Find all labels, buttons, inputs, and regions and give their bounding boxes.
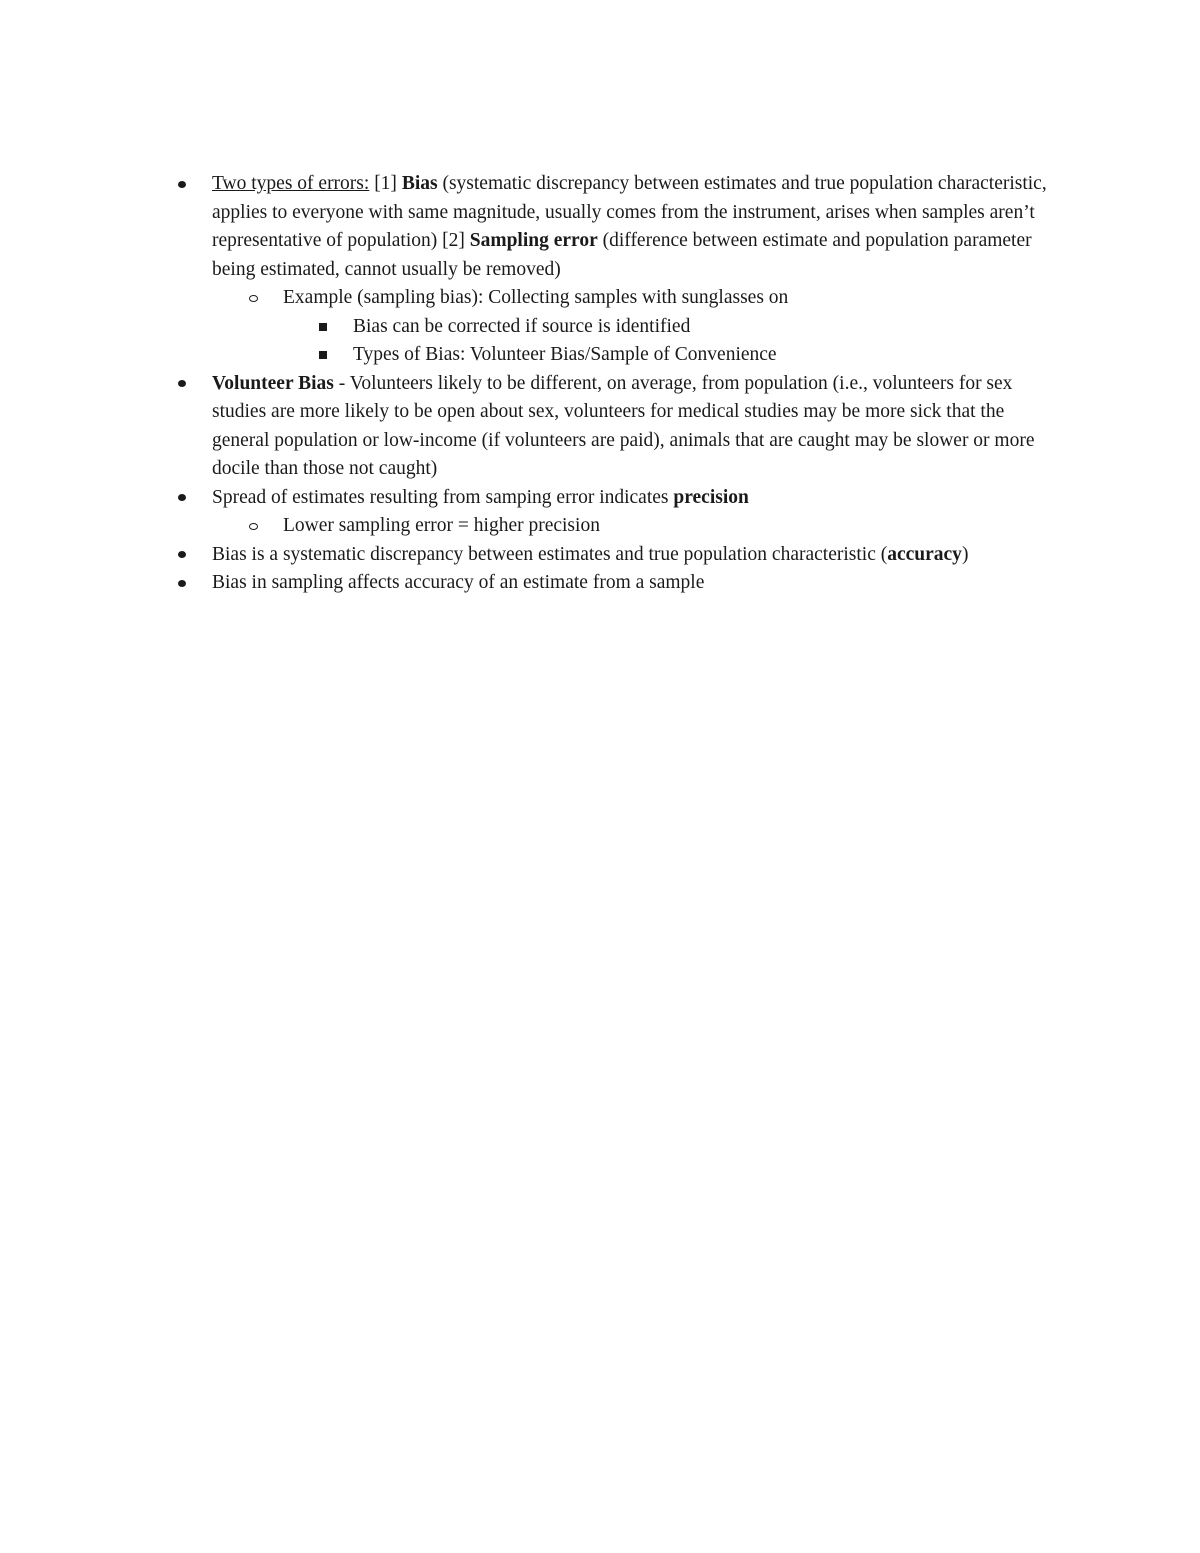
- text-segment: Bias can be corrected if source is identified: [353, 315, 691, 337]
- list-item-volunteer-bias: [212, 370, 1062, 484]
- text-segment: Spread of estimates resulting from samping error indicates: [212, 486, 674, 508]
- text-segment: (difference between estimate and population parameter being estimated, cannot usually be removed): [212, 230, 1032, 280]
- bulleted-notes-list: [212, 170, 1062, 598]
- text-segment-underline: Two types of errors:: [212, 173, 370, 194]
- filled-circle-bullet-icon: [175, 569, 189, 598]
- list-item-bias-accuracy: [212, 541, 1062, 570]
- text-segment-bold: Sampling error: [469, 230, 598, 251]
- hollow-circle-bullet-icon: [246, 512, 260, 541]
- filled-circle-bullet-icon: [175, 370, 189, 399]
- text-segment: ): [961, 543, 969, 565]
- text-segment: (systematic discrepancy between estimates and true population characteristic, applies to everyone with same magnitude, usually comes from the instrument, arises when samples aren’t representative of population) [2]: [212, 173, 1047, 251]
- list-item-bias-correction: [212, 313, 1062, 342]
- hollow-circle-bullet-icon: [246, 284, 260, 313]
- text-segment-bold: precision: [673, 486, 749, 508]
- square-bullet-icon: [316, 313, 330, 342]
- text-segment-bold: accuracy: [887, 543, 962, 565]
- text-segment: Lower sampling error = higher precision: [283, 515, 600, 536]
- text-segment: Types of Bias: Volunteer Bias/Sample of Convenience: [353, 344, 777, 365]
- text-segment: Bias in sampling affects accuracy of an estimate from a sample: [212, 572, 705, 593]
- text-segment: [1]: [369, 173, 402, 194]
- list-item-two-types-of-errors: [212, 170, 1062, 284]
- list-item-bias-in-sampling: [212, 569, 1062, 598]
- filled-circle-bullet-icon: [175, 484, 189, 513]
- list-item-types-of-bias: [212, 341, 1062, 370]
- filled-circle-bullet-icon: [175, 170, 189, 199]
- text-segment: Bias is a systematic discrepancy between estimates and true population characteristic (: [212, 543, 888, 565]
- list-item-sampling-bias-example: [212, 284, 1062, 313]
- text-segment: - Volunteers likely to be different, on average, from population (i.e., volunteers for sex studies are more likely to be open about sex, volunteers for medical studies may be more sick that the general population or low-income (if volunteers are paid), animals that are caught may be slower or more docile than those not caught): [212, 372, 1035, 479]
- square-bullet-icon: [316, 341, 330, 370]
- list-item-lower-sampling-error: [212, 512, 1062, 541]
- filled-circle-bullet-icon: [175, 541, 189, 570]
- list-item-precision: [212, 484, 1062, 513]
- text-segment-bold: Volunteer Bias: [212, 372, 334, 394]
- text-segment-bold: Bias: [401, 173, 438, 194]
- text-segment: Example (sampling bias): Collecting samples with sunglasses on: [283, 287, 789, 308]
